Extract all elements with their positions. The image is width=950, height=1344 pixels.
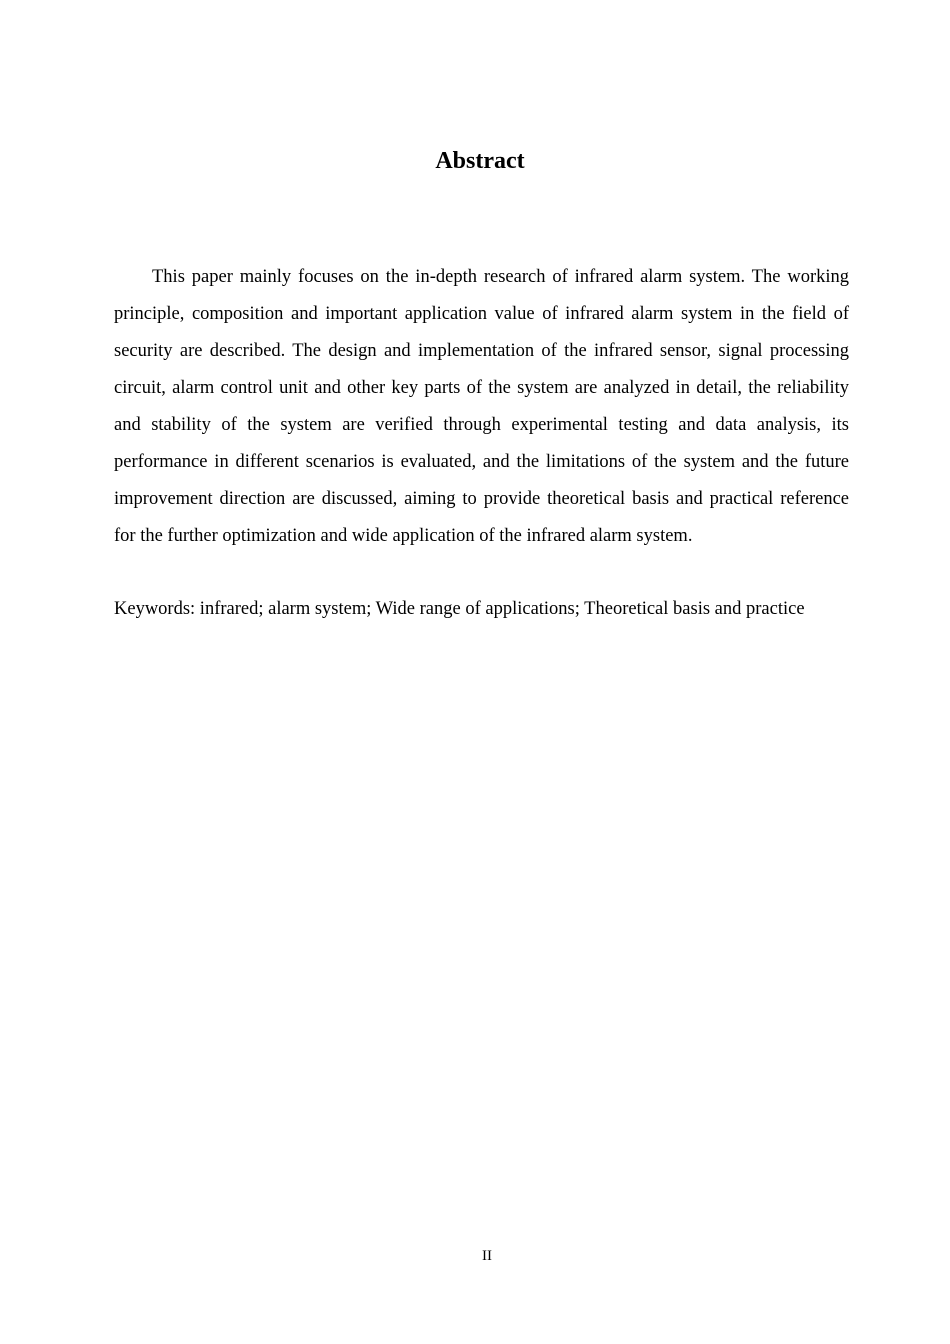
keywords-line: Keywords: infrared; alarm system; Wide range of applications; Theoretical basis and practice bbox=[114, 599, 805, 619]
abstract-paragraph: This paper mainly focuses on the in-depth research of infrared alarm system. The working principle, composition and important application value of infrared alarm system in the field of security are described. The design and implementation of the infrared sensor, signal processing circuit, alarm control unit and other key parts of the system are analyzed in detail, the reliability and stability of the system are verified through experimental testing and data analysis, its performance in different scenarios is evaluated, and the limitations of the system and the future improvement direction are discussed, aiming to provide theoretical basis and practical reference for the further optimization and wide application of the infrared alarm system. bbox=[114, 267, 849, 546]
page-title: Abstract bbox=[435, 148, 525, 174]
page-number: II bbox=[482, 1248, 492, 1264]
